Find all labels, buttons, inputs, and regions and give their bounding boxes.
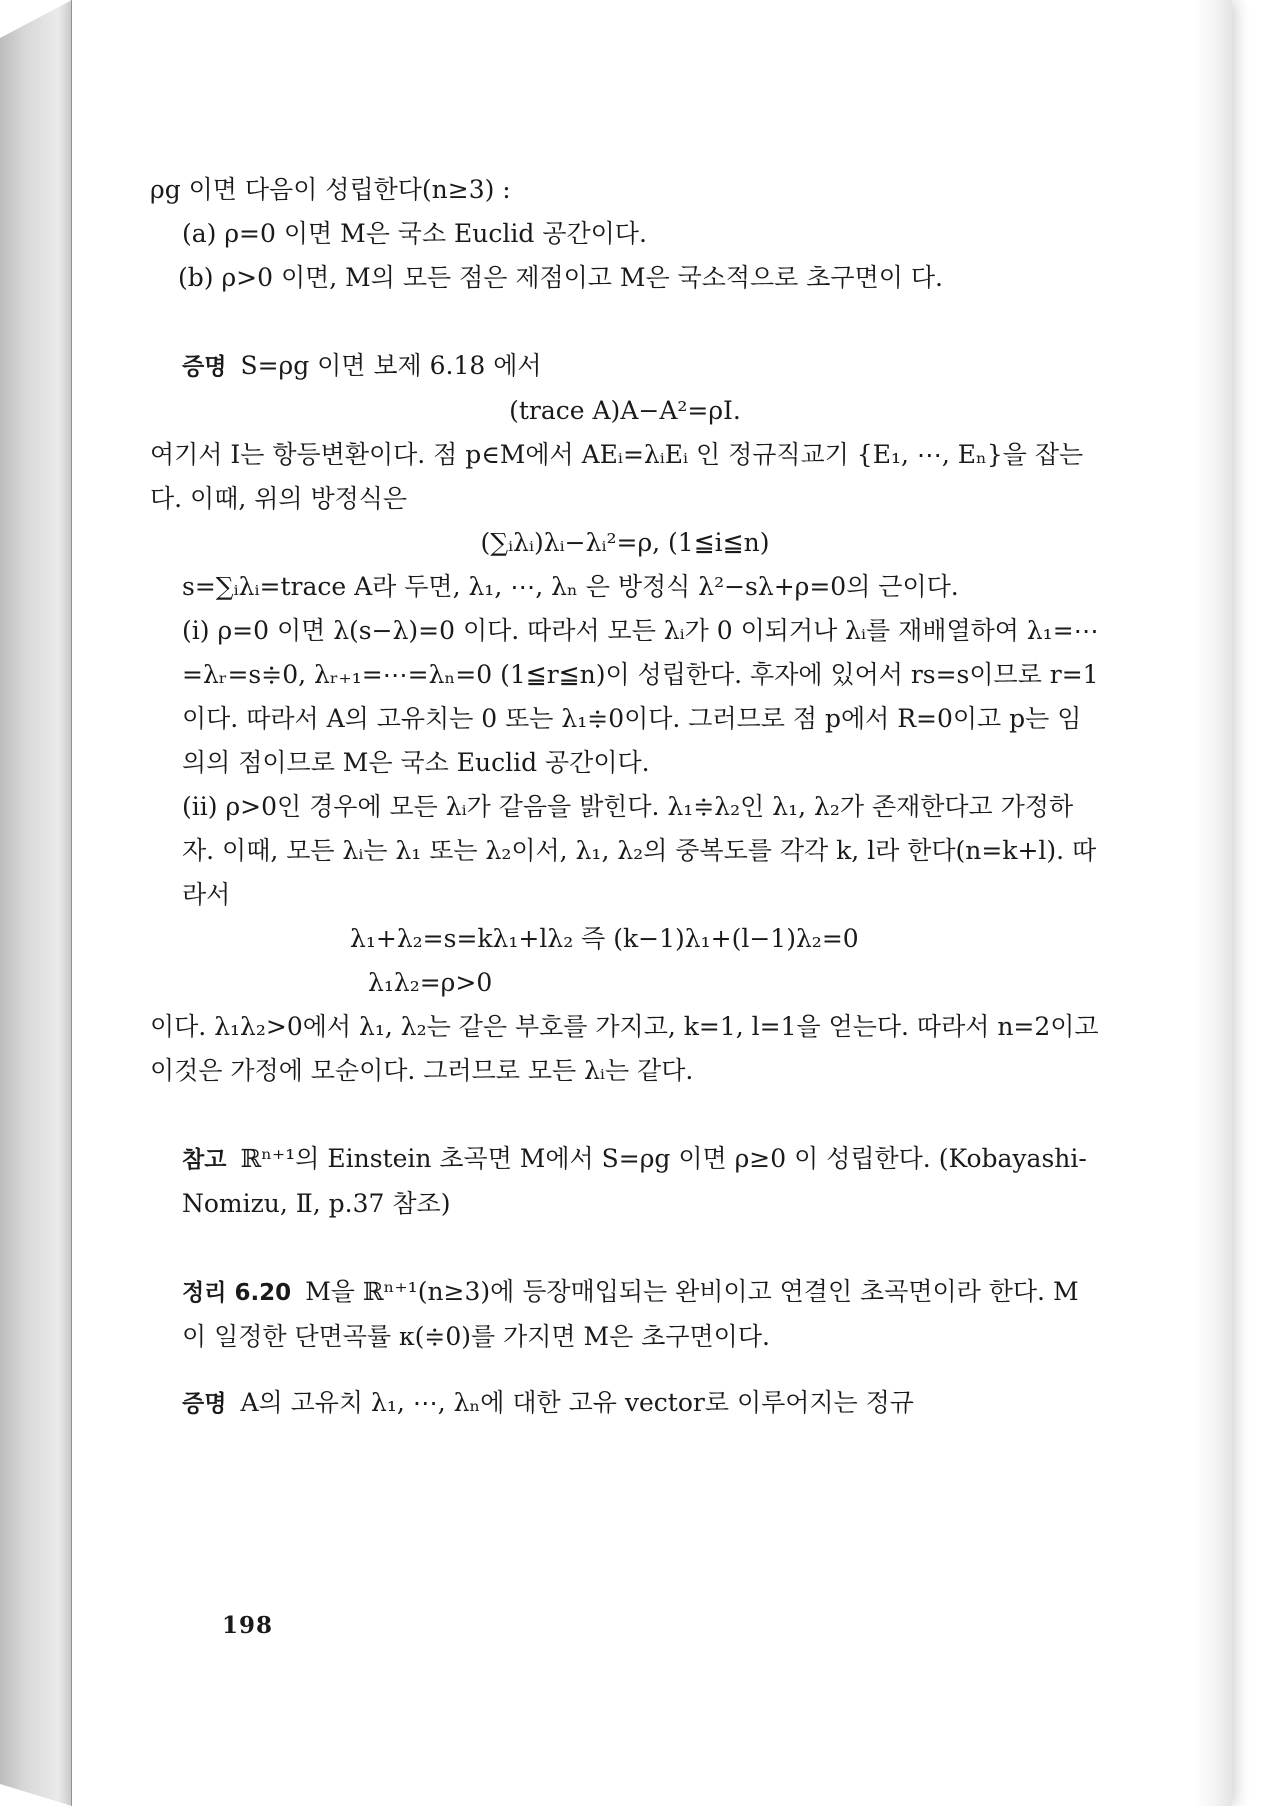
item-a: (a) ρ=0 이면 M은 국소 Euclid 공간이다. <box>182 219 647 248</box>
proof-label: 증명 <box>182 354 227 380</box>
remark-text: ℝⁿ⁺¹의 Einstein 초곡면 M에서 S=ρg 이면 ρ≥0 이 성립한다. (Kobayashi-Nomizu, Ⅱ, p.37 참조) <box>182 1144 1087 1218</box>
spacer <box>150 300 1100 344</box>
remark-label: 참고 <box>182 1147 227 1173</box>
equation-2: (∑ᵢλᵢ)λᵢ−λᵢ²=ρ, (1≦i≦n) <box>480 528 770 557</box>
equation-1: (trace A)A−A²=ρI. <box>509 396 741 425</box>
case-ii: (ii) ρ>0인 경우에 모든 λᵢ가 같음을 밝힌다. λ₁≑λ₂인 λ₁, λ₂가 존재한다고 가정하자. 이때, 모든 λᵢ는 λ₁ 또는 λ₂이서, λ₁, λ₂의 중복도를 각각 k, l라 한다(n=k+l). 따라서 <box>182 792 1097 909</box>
book-spine <box>0 0 72 1806</box>
paragraph: 이다. λ₁λ₂>0에서 λ₁, λ₂는 같은 부호를 가지고, k=1, l=1을 얻는다. 따라서 n=2이고 이것은 가정에 모순이다. 그러므로 모든 λᵢ는 같다. <box>150 1012 1099 1085</box>
text-line: ρg 이면 다음이 성립한다(n≥3) : <box>150 175 511 204</box>
equation-4: λ₁λ₂=ρ>0 <box>368 968 493 997</box>
case-i: (i) ρ=0 이면 λ(s−λ)=0 이다. 따라서 모든 λᵢ가 0 이되거나 λᵢ를 재배열하여 λ₁=⋯=λᵣ=s≑0, λᵣ₊₁=⋯=λₙ=0 (1≦r≦n)이 성립한다. 후자에 있어서 rs=s이므로 r=1이다. 따라서 A의 고유치는 0 또는 λ₁≑0이다. 그러므로 점 p에서 R=0이고 p는 임의의 점이므로 M은 국소 Euclid 공간이다. <box>182 616 1099 777</box>
page-number: 198 <box>222 1612 274 1639</box>
spine-top-corner <box>0 0 72 38</box>
proof-text: S=ρg 이면 보제 6.18 에서 <box>240 351 542 380</box>
theorem-label: 정리 6.20 <box>182 1280 292 1306</box>
proof-line <box>150 344 1100 389</box>
theorem-text: M을 ℝⁿ⁺¹(n≥3)에 등장매입되는 완비이고 연결인 초곡면이라 한다. M이 일정한 단면곡률 κ(≑0)를 가지면 M은 초구면이다. <box>182 1277 1079 1351</box>
paragraph: 여기서 I는 항등변환이다. 점 p∈M에서 AEᵢ=λᵢEᵢ 인 정규직교기 {E₁, ⋯, Eₙ}을 잡는다. 이때, 위의 방정식은 <box>150 440 1084 513</box>
remark-line <box>150 1137 1100 1226</box>
item-b: (b) ρ>0 이면, M의 모든 점은 제점이고 M은 국소적으로 초구면이 다. <box>178 263 943 292</box>
spine-bottom-corner <box>0 1784 72 1806</box>
paragraph: s=∑ᵢλᵢ=trace A라 두면, λ₁, ⋯, λₙ 은 방정식 λ²−sλ+ρ=0의 근이다. <box>182 572 959 601</box>
theorem-line <box>150 1270 1100 1359</box>
proof-label: 증명 <box>182 1391 227 1417</box>
equation-3: λ₁+λ₂=s=kλ₁+lλ₂ 즉 (k−1)λ₁+(l−1)λ₂=0 <box>350 924 859 953</box>
proof-text: A의 고유치 λ₁, ⋯, λₙ에 대한 고유 vector로 이루어지는 정규 <box>240 1388 914 1417</box>
proof-line <box>150 1381 1100 1426</box>
page-edge <box>1195 0 1232 1806</box>
spacer <box>150 1093 1100 1137</box>
spacer <box>150 1359 1100 1381</box>
page-content <box>150 168 1100 1426</box>
spacer <box>150 1226 1100 1270</box>
